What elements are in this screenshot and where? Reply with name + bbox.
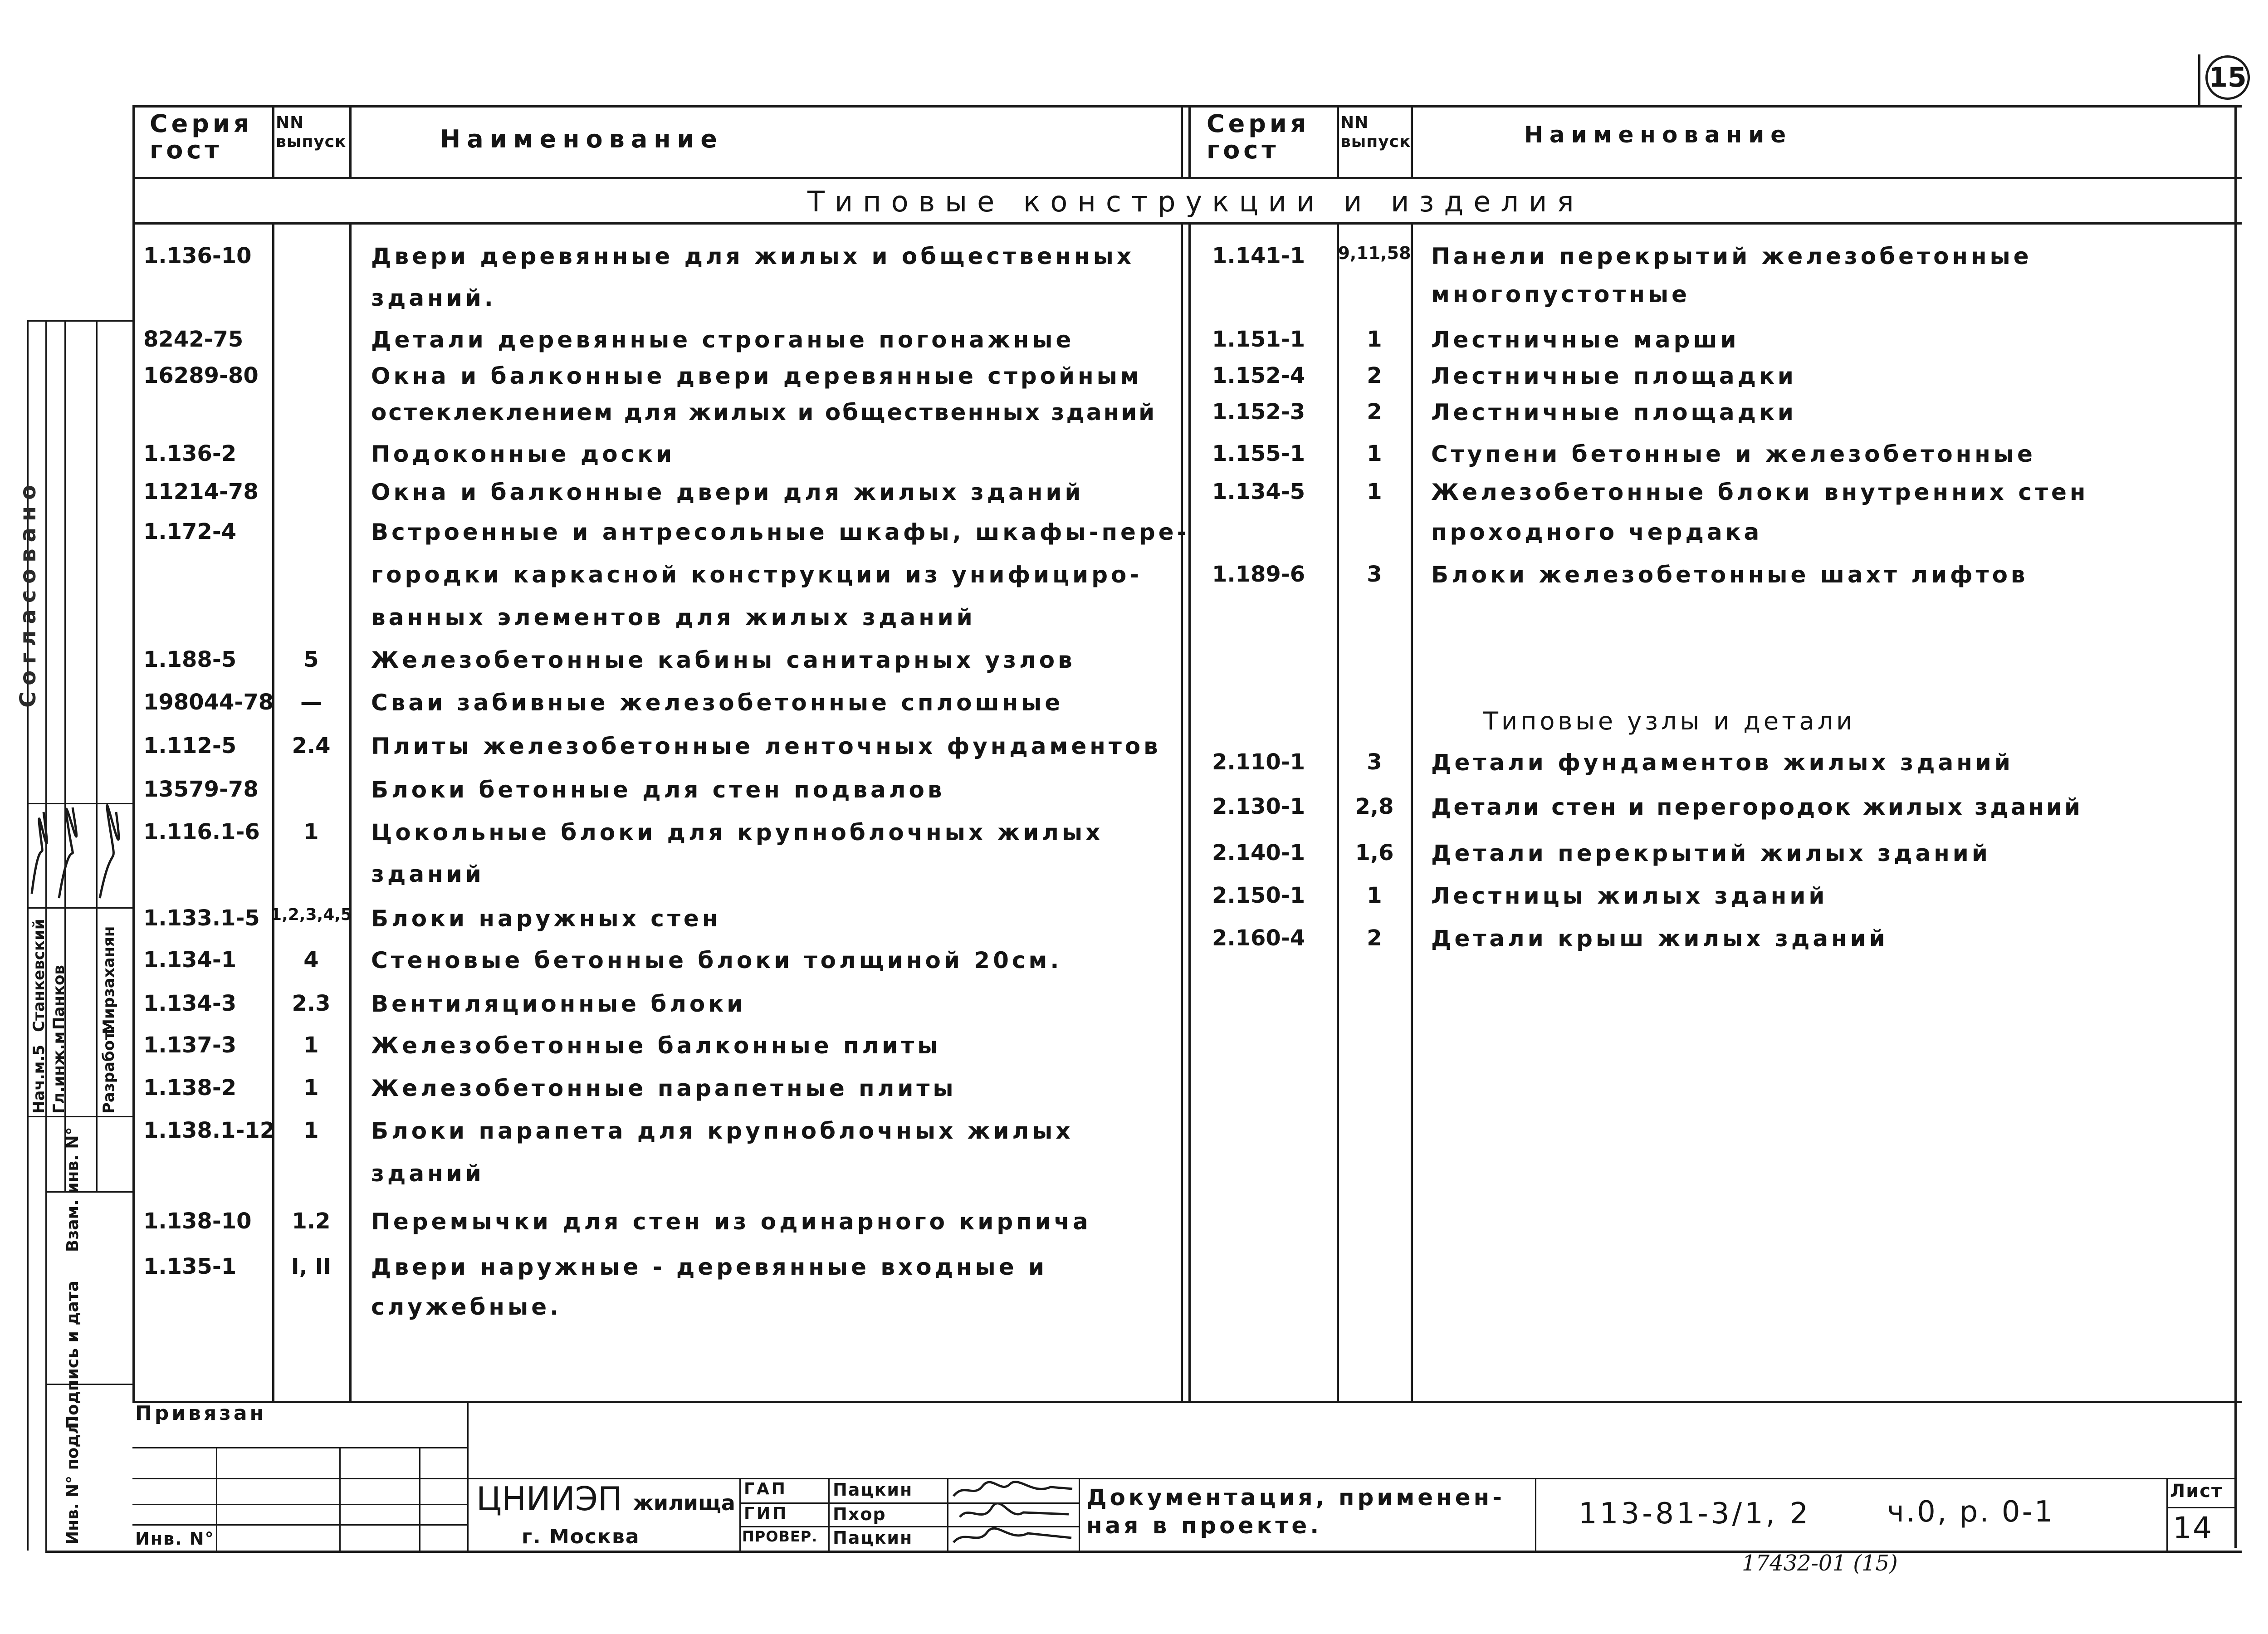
row-name: проходного чердака	[1431, 519, 1763, 545]
org-name	[476, 1480, 735, 1518]
col-left-name	[349, 105, 352, 178]
row-series-code: 1.172-4	[143, 519, 237, 544]
row-series-code: 1.133.1-5	[143, 905, 260, 931]
col-mid-a-body	[1181, 222, 1183, 1402]
frame-left	[132, 105, 135, 1403]
row-name: Железобетонные балконные плиты	[371, 1032, 941, 1059]
row-series-code: 2.130-1	[1212, 794, 1305, 819]
tb-sub-3	[419, 1447, 420, 1551]
header-bottom	[132, 177, 2242, 179]
row-name: зданий	[371, 1160, 484, 1187]
row-series-code: 1.137-3	[143, 1032, 237, 1058]
org-city: г. Москва	[522, 1525, 640, 1548]
stamp-position-1: Нач.м.5	[30, 1044, 48, 1114]
row-series-code: 1.188-5	[143, 647, 237, 672]
row-name: Перемычки для стен из одинарного кирпича	[371, 1208, 1091, 1235]
row-name: зданий.	[371, 285, 496, 311]
org-name-main: ЦНИИЭП	[476, 1480, 623, 1518]
row-series-code: 1.134-5	[1212, 479, 1305, 504]
row-series-code: 1.141-1	[1212, 243, 1305, 269]
row-issue: —	[300, 690, 322, 715]
sheet-box-mid	[2166, 1507, 2234, 1508]
row-name: служебные.	[371, 1294, 562, 1320]
archive-number: 17432-01 (15)	[1742, 1551, 1898, 1576]
row-name: Стеновые бетонные блоки толщиной 20см.	[371, 947, 1062, 974]
row-name: ванных элементов для жилых зданий	[371, 604, 976, 631]
person-gap: Пацкин	[833, 1480, 913, 1500]
row-series-code: 1.134-3	[143, 991, 237, 1016]
stamp-name-2: Панков	[50, 965, 68, 1030]
doc-section: ч.0, р. 0-1	[1887, 1495, 2055, 1529]
roles-left	[739, 1478, 741, 1551]
stamp-name-1: Станкевский	[30, 919, 48, 1032]
row-series-code: 1.152-3	[1212, 399, 1305, 425]
row-series-code: 1.136-2	[143, 441, 237, 466]
row-name: многопустотные	[1431, 281, 1690, 308]
stamp-label-inv: Инв. N° подл.	[64, 1416, 82, 1545]
row-issue: 1	[1367, 441, 1382, 466]
row-issue: 1.2	[292, 1208, 331, 1234]
inv-no-label: Инв. N°	[135, 1529, 215, 1549]
doc-code: 113-81-3/1, 2	[1579, 1497, 1811, 1531]
header-right-name: Наименование	[1524, 122, 1793, 148]
row-issue: 1	[1367, 479, 1382, 504]
row-name: Сваи забивные железобетонные сплошные	[371, 690, 1064, 716]
row-name: Окна и балконные двери деревянные стройным	[371, 363, 1142, 389]
subsection-title: Типовые узлы и детали	[1483, 707, 1856, 735]
row-name: Плиты железобетонные ленточных фундаментов	[371, 733, 1161, 759]
col-mid-a	[1181, 105, 1183, 178]
row-issue: I, II	[291, 1254, 332, 1279]
row-issue: 1	[303, 1032, 319, 1058]
row-name: Детали крыш жилых зданий	[1431, 925, 1888, 952]
row-name: зданий	[371, 861, 484, 887]
org-name-suffix: жилища	[633, 1491, 735, 1515]
header-left-name: Наименование	[440, 125, 724, 153]
stamp-label-replace: Взам. инв. N°	[64, 1127, 82, 1252]
row-issue: 9,11,58	[1338, 243, 1411, 263]
doc-code-divider	[1535, 1478, 1536, 1551]
row-series-code: 1.136-10	[143, 243, 252, 269]
row-name: Лестницы жилых зданий	[1431, 883, 1828, 909]
stamp-label-sign: Подпись и дата	[64, 1281, 82, 1429]
row-series-code: 11214-78	[143, 479, 259, 504]
row-name: Двери деревянные для жилых и общественных	[371, 243, 1135, 269]
row-name: Окна и балконные двери для жилых зданий	[371, 479, 1084, 505]
sheet-value: 14	[2173, 1511, 2213, 1546]
row-name: Двери наружные - деревянные входные и	[371, 1254, 1048, 1280]
stamp-signatures	[27, 803, 134, 907]
row-name: Блоки наружных стен	[371, 905, 721, 932]
row-issue: 4	[303, 947, 319, 973]
stamp-col-3	[96, 320, 98, 1191]
row-name: Детали перекрытий жилых зданий	[1431, 840, 1991, 866]
stamp-name-3: Мирзаханян	[100, 926, 118, 1034]
row-name: Детали стен и перегородок жилых зданий	[1431, 794, 2083, 820]
row-series-code: 2.140-1	[1212, 840, 1305, 866]
row-series-code: 1.135-1	[143, 1254, 237, 1279]
row-issue: 5	[303, 647, 319, 672]
frame-right	[2234, 105, 2237, 1548]
row-issue: 1,2,3,4,5	[270, 905, 352, 924]
tb-sub-2	[339, 1447, 341, 1551]
header-right-series: Серия гост	[1207, 109, 1310, 164]
stamp-row-b	[27, 907, 134, 909]
row-series-code: 1.155-1	[1212, 441, 1305, 466]
frame-top	[132, 105, 2242, 108]
signature-gap	[951, 1480, 1076, 1502]
header-left-issue: NN выпуск	[276, 113, 347, 151]
stamp-position-2: Гл.инж.м	[50, 1031, 68, 1114]
row-name: Встроенные и антресольные шкафы, шкафы-пере-	[371, 519, 1190, 545]
row-issue: 2.4	[292, 733, 331, 758]
stamp-agreed: Согласовано	[15, 478, 41, 708]
row-series-code: 1.138-2	[143, 1075, 237, 1101]
stamp-row-e	[45, 1384, 134, 1385]
row-issue: 1	[1367, 327, 1382, 352]
stamp-row-c	[27, 1116, 134, 1117]
row-name: Лестничные площадки	[1431, 399, 1797, 426]
titleblock-top	[132, 1401, 2242, 1403]
signature-prover	[951, 1527, 1076, 1549]
row-series-code: 1.151-1	[1212, 327, 1305, 352]
sign-right	[1079, 1478, 1080, 1551]
row-issue: 3	[1367, 562, 1382, 587]
col-mid-b-body	[1188, 222, 1191, 1402]
row-issue: 2	[1367, 925, 1382, 951]
titleblock-bottom	[45, 1551, 2242, 1553]
row-name: Подоконные доски	[371, 441, 675, 467]
row-series-code: 1.112-5	[143, 733, 237, 758]
titleblock-row1	[132, 1447, 467, 1448]
stamp-top	[27, 320, 134, 322]
col-left-issue	[272, 105, 274, 178]
row-series-code: 1.189-6	[1212, 562, 1305, 587]
row-series-code: 2.110-1	[1212, 749, 1305, 775]
row-name: Цокольные блоки для крупноблочных жилых	[371, 819, 1104, 846]
stamp-row-d	[45, 1191, 134, 1193]
row-name: Детали фундаментов жилых зданий	[1431, 749, 2014, 776]
frame-corner	[2198, 54, 2200, 105]
row-issue: 2.3	[292, 991, 331, 1016]
sheet-label: Лист	[2170, 1481, 2223, 1502]
row-issue: 1	[303, 1118, 319, 1143]
row-issue: 1	[303, 1075, 319, 1101]
section-title: Типовые конструкции и изделия	[807, 185, 1584, 218]
titleblock-row2	[132, 1478, 2237, 1479]
row-series-code: 8242-75	[143, 327, 244, 352]
sheet-box-left	[2166, 1478, 2168, 1551]
row-series-code: 1.134-1	[143, 947, 237, 973]
stamp-position-3: Разработ.	[100, 1025, 118, 1114]
row-name: остеклеклением для жилых и общественных зданий	[371, 399, 1157, 426]
header-left-series: Серия гост	[150, 109, 253, 164]
row-name: Железобетонные парапетные плиты	[371, 1075, 957, 1101]
row-series-code: 16289-80	[143, 363, 259, 388]
row-name: Панели перекрытий железобетонные	[1431, 243, 2032, 269]
row-name: Блоки бетонные для стен подвалов	[371, 777, 945, 803]
titleblock-row4	[132, 1524, 467, 1526]
sheet-number-circle: 15	[2205, 55, 2250, 100]
roles-right	[828, 1478, 830, 1551]
row-series-code: 1.116.1-6	[143, 819, 260, 845]
col-right-name	[1411, 105, 1413, 178]
tb-sub-1	[216, 1447, 217, 1551]
section-bottom	[132, 222, 2242, 225]
row-name: Блоки железобетонные шахт лифтов	[1431, 562, 2028, 588]
col-mid-b	[1188, 105, 1191, 178]
col-right-issue	[1337, 105, 1339, 178]
signature-gip	[951, 1503, 1076, 1525]
attached-label: Привязан	[135, 1402, 266, 1425]
titleblock-attached-divider	[467, 1401, 469, 1551]
row-series-code: 13579-78	[143, 777, 259, 802]
doc-title-line1: Документация, применен-	[1086, 1484, 1505, 1511]
row-issue: 2	[1367, 399, 1382, 425]
row-name: Ступени бетонные и железобетонные	[1431, 441, 2036, 467]
row-issue: 1,6	[1355, 840, 1394, 866]
row-series-code: 2.160-4	[1212, 925, 1305, 951]
person-prover: Пацкин	[833, 1528, 913, 1548]
row-issue: 1	[1367, 883, 1382, 908]
row-name: Железобетонные блоки внутренних стен	[1431, 479, 2089, 505]
row-name: городки каркасной конструкции из унифициро-	[371, 562, 1143, 588]
row-name: Детали деревянные строганые погонажные	[371, 327, 1075, 353]
row-issue: 2	[1367, 363, 1382, 388]
header-right-issue: NN выпуск	[1340, 113, 1411, 151]
row-issue: 1	[303, 819, 319, 845]
role-gip: ГИП	[744, 1504, 789, 1523]
people-right	[947, 1478, 948, 1551]
row-name: Лестничные марши	[1431, 327, 1740, 353]
row-name: Лестничные площадки	[1431, 363, 1797, 389]
doc-title-line2: ная в проекте.	[1086, 1512, 1322, 1539]
person-gip: Пхор	[833, 1504, 886, 1524]
row-series-code: 1.138-10	[143, 1208, 252, 1234]
role-gap: ГАП	[744, 1480, 787, 1498]
row-series-code: 1.138.1-12	[143, 1118, 275, 1143]
role-prover: ПРОВЕР.	[742, 1528, 818, 1545]
row-series-code: 1.152-4	[1212, 363, 1305, 388]
row-issue: 2,8	[1355, 794, 1394, 819]
row-name: Блоки парапета для крупноблочных жилых	[371, 1118, 1074, 1144]
row-name: Вентиляционные блоки	[371, 991, 746, 1017]
titleblock-row3	[132, 1504, 467, 1505]
row-series-code: 198044-78	[143, 690, 274, 715]
row-name: Железобетонные кабины санитарных узлов	[371, 647, 1075, 673]
row-series-code: 2.150-1	[1212, 883, 1305, 908]
row-issue: 3	[1367, 749, 1382, 775]
